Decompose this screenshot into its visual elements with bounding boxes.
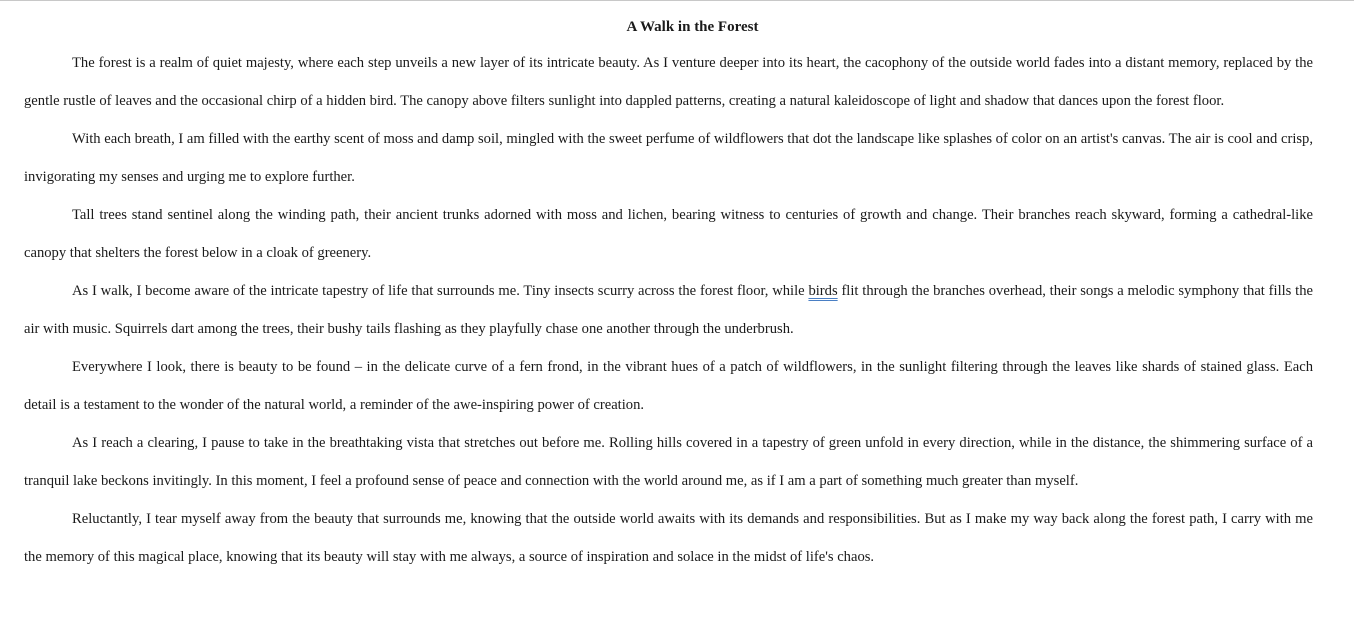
paragraph-4-text-before: As I walk, I become aware of the intricate tapestry of life that surrounds me. Tiny insects scurry across the forest floor, while xyxy=(72,283,809,299)
paragraph-6[interactable]: As I reach a clearing, I pause to take in the breathtaking vista that stretches out before me. Rolling hills covered in a tapestry of green unfold in every direction, while in the distance, the shimmering surface of a tranquil lake beckons invitingly. In this moment, I feel a profound sense of peace and connection with the world around me, as if I am a part of something much greater than myself. xyxy=(24,435,1313,489)
document-page[interactable] xyxy=(24,10,1313,576)
paragraph-2[interactable]: With each breath, I am filled with the earthy scent of moss and damp soil, mingled with the sweet perfume of wildflowers that dot the landscape like splashes of color on an artist's canvas. The air is cool and crisp, invigorating my senses and urging me to explore further. xyxy=(24,131,1313,185)
grammar-flagged-word[interactable]: birds xyxy=(808,283,838,299)
paragraph-7[interactable]: Reluctantly, I tear myself away from the beauty that surrounds me, knowing that the outside world awaits with its demands and responsibilities. But as I make my way back along the forest path, I carry with me the memory of this magical place, knowing that its beauty will stay with me always, a source of inspiration and solace in the midst of life's chaos. xyxy=(24,511,1313,565)
paragraph-1[interactable]: The forest is a realm of quiet majesty, where each step unveils a new layer of its intricate beauty. As I venture deeper into its heart, the cacophony of the outside world fades into a distant memory, replaced by the gentle rustle of leaves and the occasional chirp of a hidden bird. The canopy above filters sunlight into dappled patterns, creating a natural kaleidoscope of light and shadow that dances upon the forest floor. xyxy=(24,55,1313,109)
paragraph-3[interactable]: Tall trees stand sentinel along the winding path, their ancient trunks adorned with moss and lichen, bearing witness to centuries of growth and change. Their branches reach skyward, forming a cathedral-like canopy that shelters the forest below in a cloak of greenery. xyxy=(24,207,1313,261)
document-title[interactable]: A Walk in the Forest xyxy=(626,19,759,35)
paragraph-4-text-after: flit through the branches overhead, their songs a melodic symphony that fills the air with music. Squirrels dart among the trees, their bushy tails flashing as they playfully chase one another through the underbrush. xyxy=(24,283,1313,337)
paragraph-5[interactable]: Everywhere I look, there is beauty to be found – in the delicate curve of a fern frond, in the vibrant hues of a patch of wildflowers, in the sunlight filtering through the leaves like shards of stained glass. Each detail is a testament to the wonder of the natural world, a reminder of the awe-inspiring power of creation. xyxy=(24,359,1313,413)
paragraph-4[interactable] xyxy=(24,272,1313,348)
page-top-border xyxy=(0,0,1354,1)
